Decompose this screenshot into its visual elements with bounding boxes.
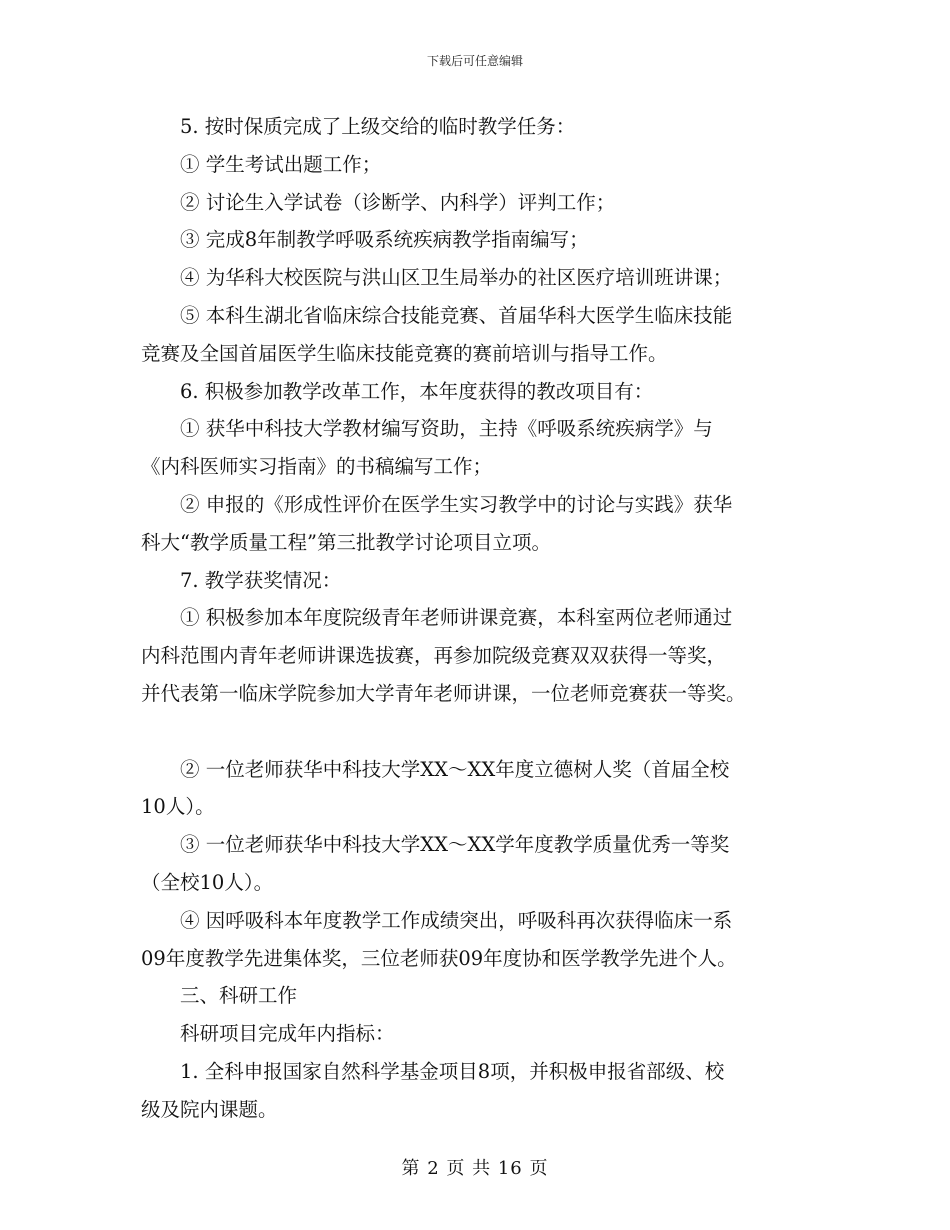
paragraph-line: ④ 为华科大校医院与洪山区卫生局举办的社区医疗培训班讲课； — [180, 266, 733, 290]
paragraph-line: 科研项目完成年内指标： — [180, 1022, 395, 1046]
continuation-line: 内科范围内青年老师讲课选拔赛，再参加院级竞赛双双获得一等奖， — [141, 644, 727, 668]
paragraph-line: 7. 教学获奖情况： — [180, 568, 342, 592]
paragraph-line: ② 申报的《形成性评价在医学生实习教学中的讨论与实践》获华 — [180, 492, 733, 516]
paragraph-line: ② 讨论生入学试卷（诊断学、内科学）评判工作； — [180, 190, 616, 214]
paragraph-line: ① 获华中科技大学教材编写资助，主持《呼吸系统疾病学》与 — [180, 417, 713, 441]
document-body — [141, 108, 809, 1129]
continuation-line: 并代表第一临床学院参加大学青年老师讲课，一位老师竞赛获一等奖。 — [141, 681, 746, 705]
page-header: 下载后可任意编辑 — [426, 54, 523, 68]
continuation-line: 级及院内课题。 — [141, 1097, 278, 1121]
paragraph-line: 1. 全科申报国家自然科学基金项目8项，并积极申报省部级、校 — [180, 1059, 725, 1083]
paragraph-line: ④ 因呼吸科本年度教学工作成绩突出，呼吸科再次获得临床一系 — [180, 908, 733, 932]
continuation-line: 09年度教学先进集体奖，三位老师获09年度协和医学教学先进个人。 — [141, 946, 737, 970]
paragraph-line: 三、科研工作 — [180, 984, 298, 1008]
paragraph-line: 6. 积极参加教学改革工作，本年度获得的教改项目有： — [180, 379, 654, 403]
paragraph-line: ① 积极参加本年度院级青年老师讲课竞赛，本科室两位老师通过 — [180, 606, 733, 630]
paragraph-line: ⑤ 本科生湖北省临床综合技能竞赛、首届华科大医学生临床技能 — [180, 303, 733, 327]
paragraph-line: ① 学生考试出题工作； — [180, 152, 382, 176]
paragraph-line: ③ 完成8年制教学呼吸系统疾病教学指南编写； — [180, 228, 589, 252]
continuation-line: 竞赛及全国首届医学生临床技能竞赛的赛前培训与指导工作。 — [141, 341, 668, 365]
continuation-line: 《内科医师实习指南》的书稿编写工作； — [141, 455, 493, 479]
blank-line — [141, 713, 809, 751]
paragraph-line: ③ 一位老师获华中科技大学XX～XX学年度教学质量优秀一等奖 — [180, 833, 730, 857]
continuation-line: 科大“教学质量工程”第三批教学讨论项目立项。 — [141, 530, 551, 554]
paragraph-line: ② 一位老师获华中科技大学XX～XX年度立德树人奖（首届全校 — [180, 757, 730, 781]
continuation-line: 10人）。 — [141, 795, 215, 819]
page-footer: 第 2 页 共 16 页 — [401, 1158, 549, 1179]
continuation-line: （全校10人）。 — [141, 870, 274, 894]
paragraph-line: 5. 按时保质完成了上级交给的临时教学任务： — [180, 115, 576, 138]
